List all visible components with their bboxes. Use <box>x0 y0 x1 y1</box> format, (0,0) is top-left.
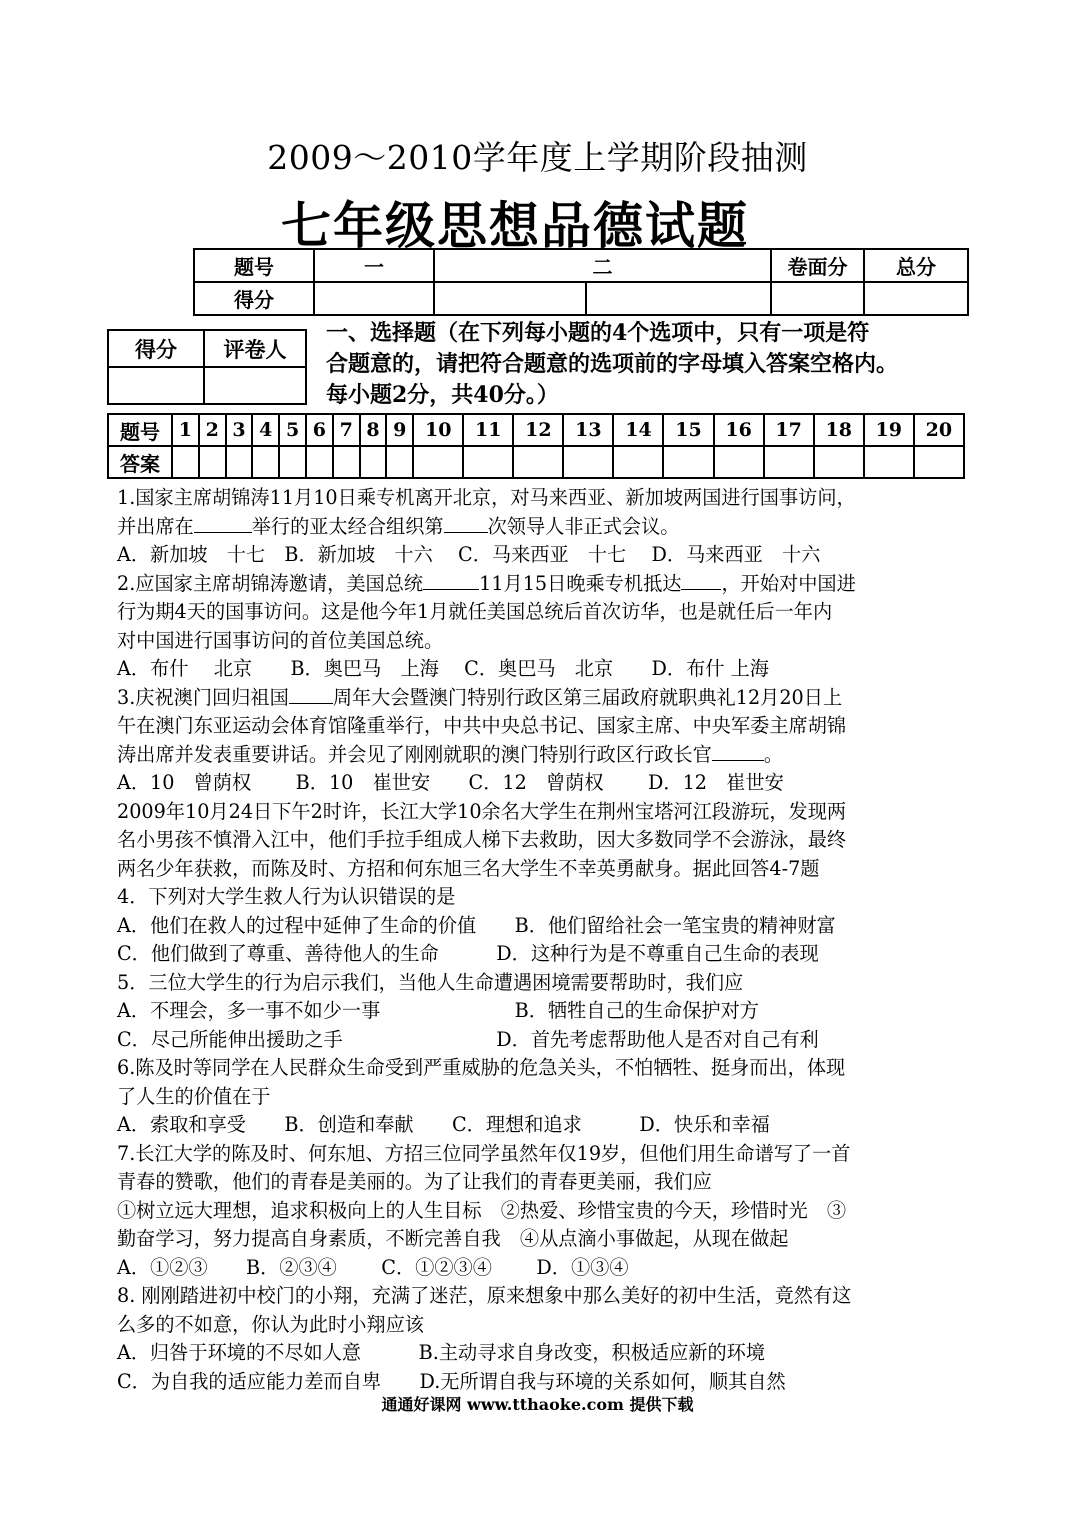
answer-cell-3[interactable] <box>226 446 253 478</box>
passage-line: 名小男孩不慎滑入江中，他们手拉手组成人梯下去救助，因大多数同学不会游泳，最终 <box>117 828 847 851</box>
question-text: 并出席在 <box>117 514 194 538</box>
options-line: A．①②③ B．②③④ C．①②③④ D．①③④ <box>117 1255 629 1279</box>
answer-cell-17[interactable] <box>764 446 814 478</box>
options-line: A．归咎于环境的不尽如人意 B.主动寻求自身改变，积极适应新的环境 <box>117 1341 766 1364</box>
answer-number-3: 3 <box>226 414 253 446</box>
question-text: 举行的亚太经合组织第 <box>251 514 444 538</box>
question-line <box>117 513 967 542</box>
question-text: 周年大会暨澳门特别行政区第三届政府就职典礼12月20日上 <box>332 685 843 709</box>
footer-source: 通通好课网 www.tthaoke.com 提供下载 <box>381 1395 694 1414</box>
score-header-section1: 一 <box>314 249 434 282</box>
answer-number-20: 20 <box>914 414 964 446</box>
answer-number-6: 6 <box>306 414 333 446</box>
answer-cell-7[interactable] <box>333 446 360 478</box>
question-text: 次领导人非正式会议。 <box>487 514 680 538</box>
fill-blank[interactable] <box>444 514 488 533</box>
answer-cell-5[interactable] <box>279 446 306 478</box>
question-line <box>117 570 967 599</box>
grader-table <box>107 329 307 405</box>
answer-number-11: 11 <box>463 414 513 446</box>
question-line: 5．三位大学生的行为启示我们，当他人生命遭遇困境需要帮助时，我们应 <box>117 970 744 994</box>
options-line: A．索取和享受 B．创造和奉献 C．理想和追求 D．快乐和幸福 <box>117 1113 770 1136</box>
question-line: 行为期4天的国事访问。这是他今年1月就任美国总统后首次访华，也是就任后一年内 <box>117 600 833 623</box>
score-cell-section2b[interactable] <box>586 282 771 315</box>
answer-number-1: 1 <box>172 414 199 446</box>
section1-instructions <box>326 318 976 411</box>
answer-number-label: 题号 <box>108 414 172 446</box>
answer-cell-20[interactable] <box>914 446 964 478</box>
options-line: C．尽己所能伸出援助之手 D．首先考虑帮助他人是否对自己有利 <box>117 1027 819 1051</box>
question-line: ①树立远大理想，追求积极向上的人生目标 ②热爱、珍惜宝贵的今天，珍惜时光 ③ <box>117 1198 847 1222</box>
score-row-label: 得分 <box>194 282 314 315</box>
question-text: ，开始对中国进 <box>721 571 856 595</box>
answer-number-8: 8 <box>360 414 387 446</box>
fill-blank[interactable] <box>289 685 333 704</box>
question-line: 了人生的价值在于 <box>117 1084 271 1108</box>
grader-score-label: 得分 <box>108 330 204 367</box>
question-line: 午在澳门东亚运动会体育馆隆重举行，中共中央总书记、国家主席、中央军委主席胡锦 <box>117 714 847 737</box>
answer-cell-10[interactable] <box>413 446 463 478</box>
answer-number-15: 15 <box>663 414 713 446</box>
section1-line: 合题意的，请把符合题意的选项前的字母填入答案空格内。 <box>326 351 899 377</box>
answer-number-10: 10 <box>413 414 463 446</box>
answer-number-7: 7 <box>333 414 360 446</box>
fill-blank[interactable] <box>712 742 764 761</box>
question-line: 8. 刚刚踏进初中校门的小翔，充满了迷茫，原来想象中那么美好的初中生活，竟然有这 <box>117 1284 852 1307</box>
answer-cell-18[interactable] <box>814 446 864 478</box>
score-header-appearance: 卷面分 <box>771 249 864 282</box>
answer-cell-9[interactable] <box>386 446 413 478</box>
answer-number-9: 9 <box>386 414 413 446</box>
answer-label: 答案 <box>108 446 172 478</box>
answer-cell-13[interactable] <box>563 446 613 478</box>
question-text: 3.庆祝澳门回归祖国 <box>117 685 289 709</box>
section1-line: 每小题2分，共40分。） <box>326 382 559 408</box>
question-text: 2.应国家主席胡锦涛邀请，美国总统 <box>117 571 424 595</box>
answer-cell-15[interactable] <box>663 446 713 478</box>
answer-number-12: 12 <box>513 414 563 446</box>
question-line: 对中国进行国事访问的首位美国总统。 <box>117 628 444 652</box>
question-line: 么多的不如意，你认为此时小翔应该 <box>117 1312 424 1336</box>
question-text: 11月15日晚乘专机抵达 <box>479 571 682 595</box>
exam-subtitle: 2009～2010学年度上学期阶段抽测 <box>267 138 808 177</box>
answer-cell-19[interactable] <box>864 446 914 478</box>
fill-blank[interactable] <box>681 571 721 590</box>
question-line: 1.国家主席胡锦涛11月10日乘专机离开北京，对马来西亚、新加坡两国进行国事访问， <box>117 486 856 509</box>
grader-name-label: 评卷人 <box>204 330 306 367</box>
question-line: 青春的赞歌，他们的青春是美丽的。为了让我们的青春更美丽，我们应 <box>117 1170 712 1193</box>
score-cell-section1[interactable] <box>314 282 434 315</box>
grader-name-cell[interactable] <box>204 367 306 404</box>
question-line <box>117 741 967 770</box>
answer-number-14: 14 <box>613 414 663 446</box>
fill-blank[interactable] <box>423 571 479 590</box>
answer-cell-2[interactable] <box>199 446 226 478</box>
answer-number-13: 13 <box>563 414 613 446</box>
score-cell-section2a[interactable] <box>434 282 586 315</box>
answer-cell-16[interactable] <box>714 446 764 478</box>
answer-sheet-table <box>107 413 965 479</box>
answer-cell-11[interactable] <box>463 446 513 478</box>
exam-title: 七年级思想品德试题 <box>281 196 749 255</box>
question-line: 勤奋学习，努力提高自身素质，不断完善自我 ④从点滴小事做起，从现在做起 <box>117 1227 789 1250</box>
fill-blank[interactable] <box>194 514 252 533</box>
answer-cell-1[interactable] <box>172 446 199 478</box>
options-line: A．不理会，多一事不如少一事 B．牺牲自己的生命保护对方 <box>117 999 759 1022</box>
answer-cell-8[interactable] <box>360 446 387 478</box>
options-line: A．布什 北京 B．奥巴马 上海 C．奥巴马 北京 D．布什 上海 <box>117 657 769 680</box>
question-line: 4．下列对大学生救人行为认识错误的是 <box>117 885 456 908</box>
answer-cell-4[interactable] <box>252 446 279 478</box>
answer-number-4: 4 <box>252 414 279 446</box>
question-text: 。 <box>763 742 783 766</box>
score-cell-total[interactable] <box>864 282 968 315</box>
passage-line: 两名少年获救，而陈及时、方招和何东旭三名大学生不幸英勇献身。据此回答4-7题 <box>117 856 820 880</box>
question-line <box>117 684 967 713</box>
question-text: 涛出席并发表重要讲话。并会见了刚刚就职的澳门特别行政区行政长官 <box>117 742 712 766</box>
answer-number-2: 2 <box>199 414 226 446</box>
score-cell-appearance[interactable] <box>771 282 864 315</box>
options-line: A．10 曾荫权 B．10 崔世安 C．12 曾荫权 D．12 崔世安 <box>117 771 784 794</box>
score-header-number: 题号 <box>194 249 314 282</box>
question-line: 7.长江大学的陈及时、何东旭、方招三位同学虽然年仅19岁，但他们用生命谱写了一首 <box>117 1141 851 1165</box>
score-summary-table <box>193 248 969 316</box>
answer-number-19: 19 <box>864 414 914 446</box>
answer-number-5: 5 <box>279 414 306 446</box>
options-line: C．他们做到了尊重、善待他人的生命 D．这种行为是不尊重自己生命的表现 <box>117 942 819 965</box>
options-line: A．他们在救人的过程中延伸了生命的价值 B．他们留给社会一笔宝贵的精神财富 <box>117 913 836 937</box>
score-header-section2: 二 <box>434 249 771 282</box>
grader-score-cell[interactable] <box>108 367 204 404</box>
options-line: A．新加坡 十七 B．新加坡 十六 C．马来西亚 十七 D．马来西亚 十六 <box>117 543 821 566</box>
answer-cell-14[interactable] <box>613 446 663 478</box>
answer-number-17: 17 <box>764 414 814 446</box>
answer-number-18: 18 <box>814 414 864 446</box>
questions-block <box>117 484 967 1396</box>
answer-cell-6[interactable] <box>306 446 333 478</box>
options-line: C．为自我的适应能力差而自卑 D.无所谓自我与环境的关系如何，顺其自然 <box>117 1369 786 1393</box>
passage-line: 2009年10月24日下午2时许，长江大学10余名大学生在荆州宝塔河江段游玩，发现两 <box>117 799 847 823</box>
question-line: 6.陈及时等同学在人民群众生命受到严重威胁的危急关头，不怕牺牲、挺身而出，体现 <box>117 1056 846 1079</box>
answer-cell-12[interactable] <box>513 446 563 478</box>
section1-line: 一、选择题（在下列每小题的4个选项中，只有一项是符 <box>326 320 870 346</box>
score-header-total: 总分 <box>864 249 968 282</box>
answer-number-16: 16 <box>714 414 764 446</box>
